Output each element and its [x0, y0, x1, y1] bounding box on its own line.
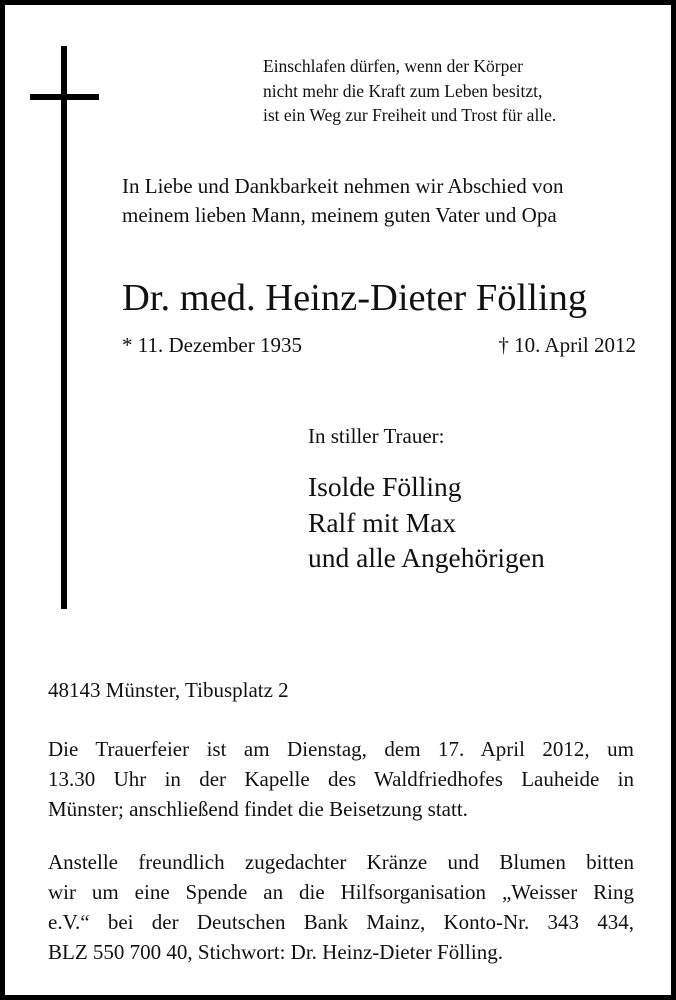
mourner-name: Isolde Fölling [308, 471, 462, 502]
donation-paragraph [48, 847, 634, 967]
mourner-name: und alle Angehörigen [308, 542, 545, 573]
paragraph-line: Anstelle freundlich zugedachter Kränze und Blumen bitten [48, 850, 634, 874]
paragraph-line: 13.30 Uhr in der Kapelle des Waldfriedhofes Lauheide in [48, 767, 634, 791]
intro-line: In Liebe und Dankbarkeit nehmen wir Abschied von [122, 174, 564, 198]
paragraph-line: Die Trauerfeier ist am Dienstag, dem 17. April 2012, um [48, 737, 634, 761]
motto-verse [263, 54, 633, 128]
death-date: † 10. April 2012 [498, 333, 636, 357]
intro-line: meinem lieben Mann, meinem guten Vater und Opa [122, 203, 557, 227]
intro-text [122, 172, 642, 230]
motto-line: Einschlafen dürfen, wenn der Körper [263, 56, 523, 76]
birth-date: * 11. Dezember 1935 [122, 333, 302, 357]
motto-line: ist ein Weg zur Freiheit und Trost für alle. [263, 105, 557, 125]
deceased-name: Dr. med. Heinz-Dieter Fölling [122, 277, 588, 319]
address: 48143 Münster, Tibusplatz 2 [48, 678, 289, 702]
mourners-list [308, 469, 545, 576]
motto-line: nicht mehr die Kraft zum Leben besitzt, [263, 80, 543, 101]
paragraph-line: wir um eine Spende an die Hilfsorganisation „Weisser Ring [48, 880, 634, 904]
paragraph-line: BLZ 550 700 40, Stichwort: Dr. Heinz-Dieter Fölling. [48, 940, 503, 964]
cross-horizontal-bar [30, 94, 99, 100]
paragraph-line: e.V.“ bei der Deutschen Bank Mainz, Konto-Nr. 343 434, [48, 910, 634, 934]
funeral-paragraph [48, 734, 634, 824]
mourning-label: In stiller Trauer: [308, 424, 445, 448]
cross-vertical-bar [61, 46, 67, 609]
mourner-name: Ralf mit Max [308, 506, 457, 538]
paragraph-line: Münster; anschließend findet die Beisetzung statt. [48, 797, 468, 821]
